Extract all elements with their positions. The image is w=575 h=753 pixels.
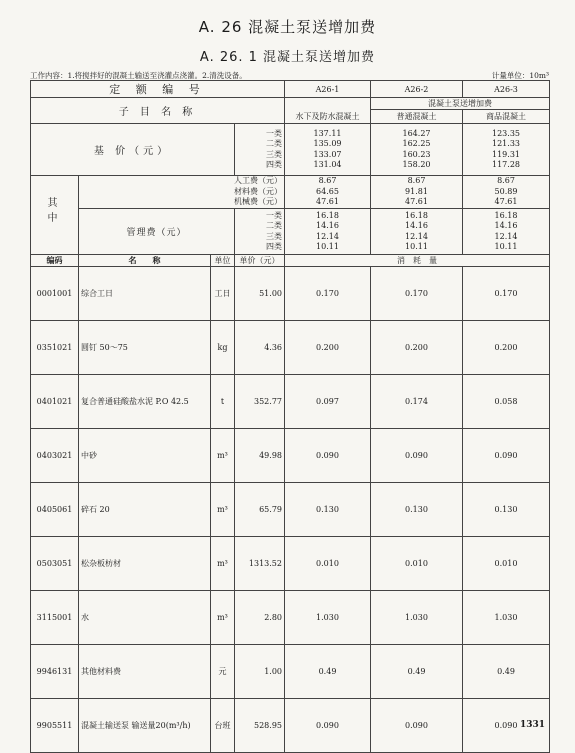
resource-price: 49.98: [235, 429, 285, 483]
resource-code: 0503051: [31, 537, 79, 591]
resource-qty-1: 0.090: [285, 429, 371, 483]
unit-header: 单位: [211, 255, 235, 267]
resource-price: 528.95: [235, 699, 285, 753]
col3-costs: [463, 176, 550, 209]
resource-name: 碎石 20: [79, 483, 211, 537]
cost-labels: [79, 176, 285, 209]
resource-unit: 元: [211, 645, 235, 699]
col2-name: 普通混凝土: [371, 110, 463, 124]
measure-unit: 计量单位：10m³: [491, 71, 549, 80]
col1-mgmt-4: 10.11: [316, 242, 339, 251]
col2-material: 91.81: [405, 186, 428, 196]
resource-name: 圆钉 50～75: [79, 321, 211, 375]
col3-labor: 8.67: [497, 176, 515, 186]
resource-row: [31, 537, 550, 591]
resource-qty-3: 0.200: [463, 321, 550, 375]
col2-mgmt-1: 16.18: [405, 210, 428, 220]
resource-code: 0403021: [31, 429, 79, 483]
col1-machine: 47.61: [316, 197, 339, 207]
resource-code: 0001001: [31, 267, 79, 321]
resource-code: 0405061: [31, 483, 79, 537]
resource-unit: m³: [211, 537, 235, 591]
col3-mgmt: [463, 209, 550, 255]
resource-row: [31, 429, 550, 483]
resource-unit: m³: [211, 429, 235, 483]
resource-name: 松杂板枋材: [79, 537, 211, 591]
resource-price: 51.00: [235, 267, 285, 321]
resource-qty-2: 0.200: [371, 321, 463, 375]
resource-code: 9905511: [31, 699, 79, 753]
resource-qty-3: 0.49: [463, 645, 550, 699]
resource-qty-2: 0.174: [371, 375, 463, 429]
resource-qty-1: 0.097: [285, 375, 371, 429]
resource-qty-2: 0.090: [371, 699, 463, 753]
resource-code: 0351021: [31, 321, 79, 375]
col3-machine: 47.61: [494, 197, 518, 207]
col3-mgmt-1: 16.18: [494, 210, 518, 220]
quota-code-label: 定 额 编 号: [31, 81, 285, 98]
col3-base-4: 117.28: [492, 160, 520, 169]
col2-labor: 8.67: [407, 176, 426, 186]
col2-machine: 47.61: [405, 197, 428, 207]
mgmt-class-3: 三类: [266, 231, 282, 241]
col2-mgmt-4: 10.11: [405, 242, 428, 251]
col2-base-2: 162.25: [402, 139, 431, 148]
section-title: A. 26. 1 混凝土泵送增加费: [199, 50, 376, 65]
material-label: 材料费（元）: [234, 186, 282, 196]
col3-base-3: 119.31: [492, 149, 520, 159]
col1-code: A26-1: [285, 81, 371, 98]
col1-mgmt-3: 12.14: [316, 231, 339, 241]
resource-row: [31, 375, 550, 429]
resource-qty-2: 0.090: [371, 429, 463, 483]
col2-base-1: 164.27: [402, 128, 431, 138]
col2-costs: [371, 176, 463, 209]
resource-qty-1: 0.170: [285, 267, 371, 321]
col1-name: 水下及防水混凝土: [285, 110, 371, 124]
col1-mgmt: [285, 209, 371, 255]
item-name-row: [31, 98, 550, 110]
quota-code-row: [31, 81, 550, 98]
resource-price: 2.80: [235, 591, 285, 645]
resource-name: 水: [79, 591, 211, 645]
col2-base-4: 158.20: [402, 160, 431, 169]
resource-qty-2: 1.030: [371, 591, 463, 645]
col1-mgmt-2: 14.16: [316, 221, 339, 230]
resource-qty-3: 0.170: [463, 267, 550, 321]
resource-unit: 台班: [211, 699, 235, 753]
resource-code: 9946131: [31, 645, 79, 699]
base-class-list: [235, 124, 285, 176]
col1-base-3: 133.07: [313, 149, 342, 159]
resource-qty-3: 0.010: [463, 537, 550, 591]
resource-price: 65.79: [235, 483, 285, 537]
resource-qty-2: 0.170: [371, 267, 463, 321]
resource-unit: t: [211, 375, 235, 429]
resource-name: 混凝土输送泵 输送量20(m³/h): [79, 699, 211, 753]
work-content: 工作内容：1.将搅拌好的混凝土输送至浇灌点浇灌。2.清洗设备。: [30, 71, 247, 80]
resource-row: [31, 267, 550, 321]
mgmt-class-2: 二类: [266, 221, 282, 230]
resource-qty-1: 0.010: [285, 537, 371, 591]
resource-code: 3115001: [31, 591, 79, 645]
resource-row: [31, 699, 550, 753]
class-4: 四类: [266, 160, 282, 169]
col1-material: 64.65: [316, 186, 339, 196]
col3-mgmt-4: 10.11: [494, 242, 518, 251]
resource-header-row: [31, 255, 550, 267]
resource-name: 复合普通硅酸盐水泥 P.O 42.5: [79, 375, 211, 429]
col2-mgmt: [371, 209, 463, 255]
name-header: 名 称: [79, 255, 211, 267]
management-fee-row: [31, 209, 550, 255]
col3-name: 商品混凝土: [463, 110, 550, 124]
resource-price: 1313.52: [235, 537, 285, 591]
resource-qty-2: 0.130: [371, 483, 463, 537]
mgmt-class-4: 四类: [266, 242, 282, 251]
resource-name: 其他材料费: [79, 645, 211, 699]
resource-qty-1: 1.030: [285, 591, 371, 645]
resource-row: [31, 483, 550, 537]
col2-base: [371, 124, 463, 176]
resource-qty-1: 0.200: [285, 321, 371, 375]
class-3: 三类: [266, 149, 282, 159]
resource-qty-1: 0.130: [285, 483, 371, 537]
col1-base-2: 135.09: [313, 139, 342, 148]
resource-qty-3: 0.130: [463, 483, 550, 537]
col1-base-4: 131.04: [313, 160, 342, 169]
resource-unit: m³: [211, 591, 235, 645]
resource-row: [31, 591, 550, 645]
resource-price: 1.00: [235, 645, 285, 699]
price-header: 单价（元）: [235, 255, 285, 267]
resource-qty-2: 0.010: [371, 537, 463, 591]
col3-base-2: 121.33: [492, 139, 520, 148]
base-price-label: 基 价（元）: [31, 124, 235, 176]
page-title: A. 26 混凝土泵送增加费: [198, 18, 377, 36]
col1-base: [285, 124, 371, 176]
col2-mgmt-3: 12.14: [405, 231, 428, 241]
qi-label: 其: [31, 176, 79, 209]
resource-qty-3: 0.090: [463, 429, 550, 483]
resource-name: 中砂: [79, 429, 211, 483]
col1-labor: 8.67: [318, 176, 337, 186]
col2-mgmt-2: 14.16: [405, 221, 428, 230]
group-header: 混凝土泵送增加费: [371, 98, 550, 110]
labor-label: 人工费（元）: [234, 176, 282, 186]
cost-breakdown-row: [31, 176, 550, 209]
machine-label: 机械费（元）: [234, 197, 282, 207]
col3-mgmt-2: 14.16: [494, 221, 518, 230]
col3-base-1: 123.35: [492, 128, 520, 138]
resource-name: 综合工日: [79, 267, 211, 321]
col3-mgmt-3: 12.14: [494, 231, 518, 241]
resource-qty-1: 0.49: [285, 645, 371, 699]
col1-base-1: 137.11: [313, 128, 342, 138]
col2-base-3: 160.23: [402, 149, 431, 159]
col2-code: A26-2: [371, 81, 463, 98]
base-price-row: [31, 124, 550, 176]
col1-costs: [285, 176, 371, 209]
col3-code: A26-3: [463, 81, 550, 98]
resource-price: 352.77: [235, 375, 285, 429]
resource-row: [31, 321, 550, 375]
page-number: 1331: [519, 720, 545, 730]
resource-qty-3: 0.058: [463, 375, 550, 429]
quota-table: [30, 80, 550, 753]
resource-qty-3: 0.090: [463, 699, 550, 753]
col3-base: [463, 124, 550, 176]
class-1: 一类: [266, 128, 282, 138]
col1-mgmt-1: 16.18: [316, 210, 339, 220]
resource-qty-1: 0.090: [285, 699, 371, 753]
consumption-header: 消 耗 量: [285, 255, 550, 267]
code-header: 编码: [31, 255, 79, 267]
resource-code: 0401021: [31, 375, 79, 429]
group-header-left: [285, 98, 371, 110]
item-name-label: 子 目 名 称: [31, 98, 285, 124]
resource-qty-3: 1.030: [463, 591, 550, 645]
resource-unit: kg: [211, 321, 235, 375]
mgmt-class-list: [235, 209, 285, 255]
resource-row: [31, 645, 550, 699]
mgmt-class-1: 一类: [266, 210, 282, 220]
management-label: 管理费（元）: [79, 209, 235, 255]
resource-price: 4.36: [235, 321, 285, 375]
class-2: 二类: [266, 139, 282, 148]
resource-unit: m³: [211, 483, 235, 537]
resource-unit: 工日: [211, 267, 235, 321]
zhong-label: 中: [31, 209, 79, 255]
col3-material: 50.89: [494, 186, 518, 196]
resource-qty-2: 0.49: [371, 645, 463, 699]
